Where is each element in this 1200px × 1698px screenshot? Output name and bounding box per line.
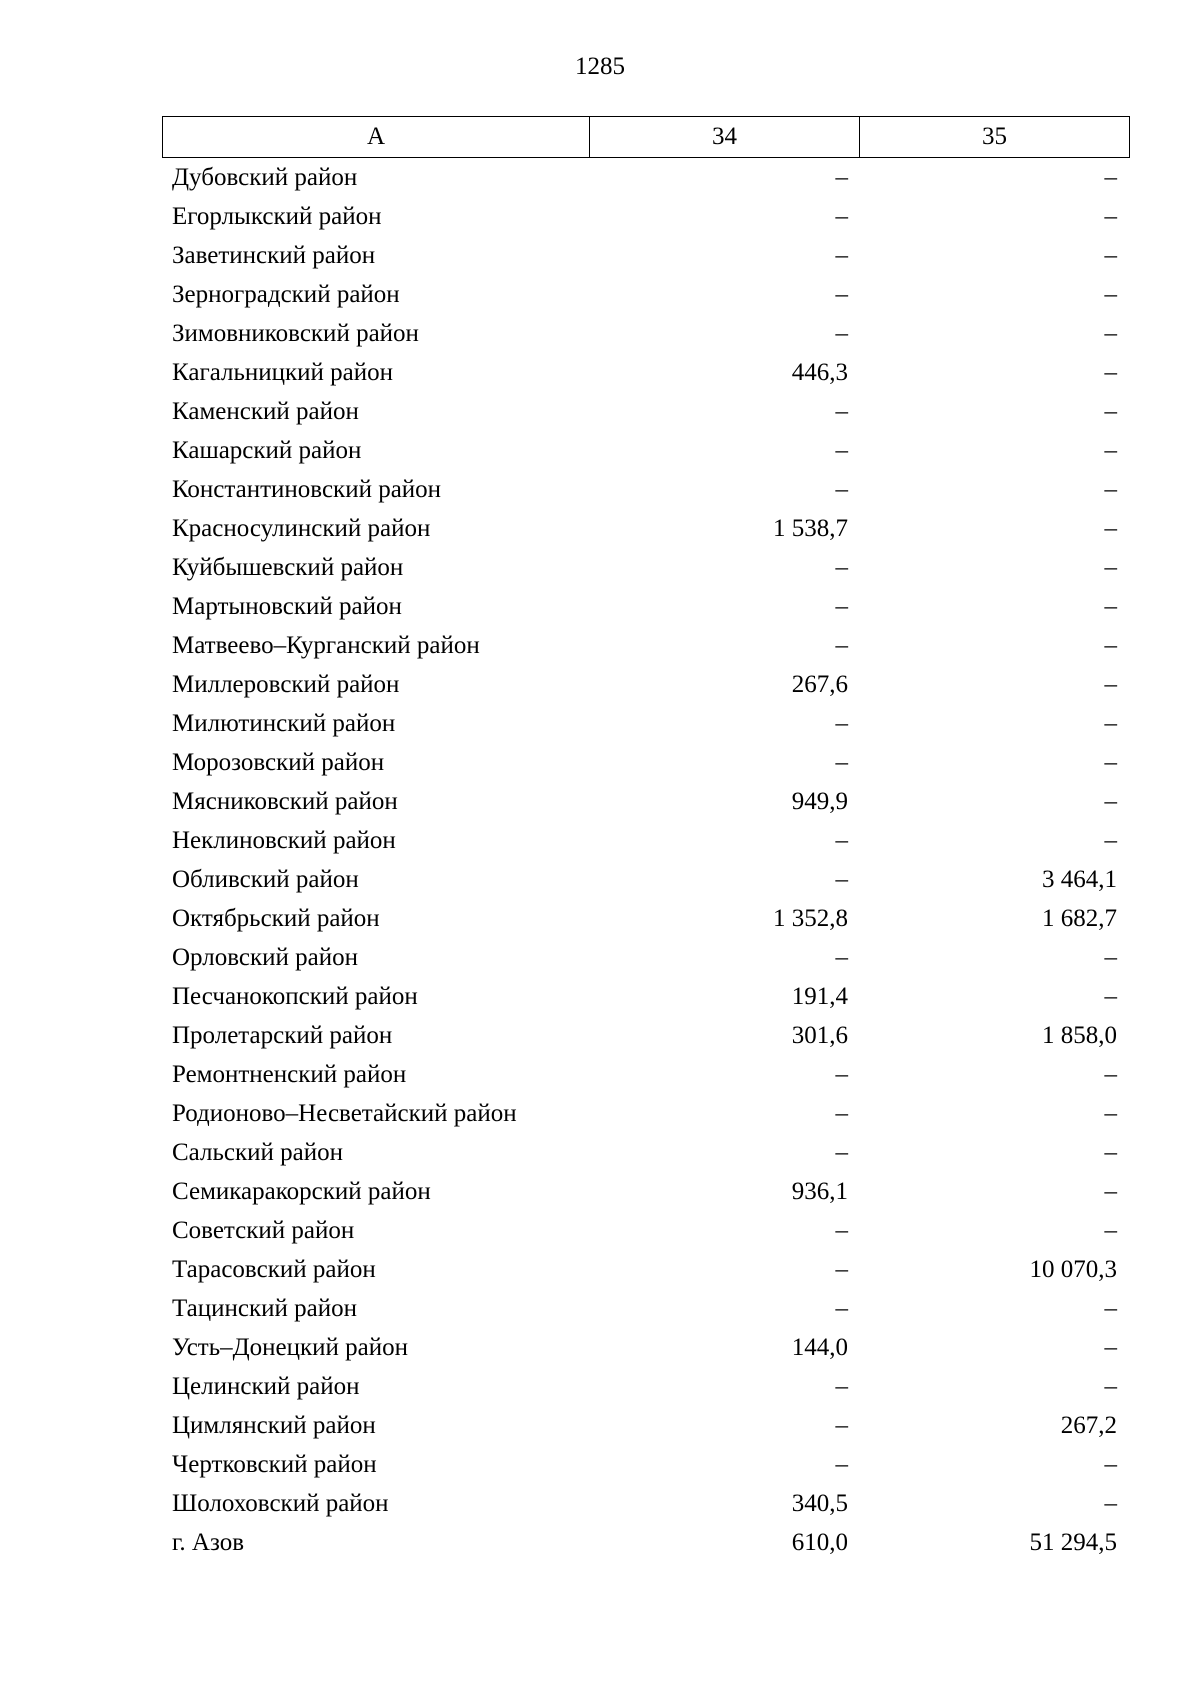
row-value-35: 267,2 bbox=[1060, 1411, 1117, 1439]
row-value-34: – bbox=[835, 1294, 848, 1322]
table-row bbox=[162, 236, 1130, 275]
row-value-35: 3 464,1 bbox=[1042, 865, 1117, 893]
table-row bbox=[162, 509, 1130, 548]
row-value-34: 610,0 bbox=[791, 1528, 848, 1556]
table-row bbox=[162, 704, 1130, 743]
row-value-35: – bbox=[1104, 1099, 1117, 1127]
table-row bbox=[162, 899, 1130, 938]
row-value-35: – bbox=[1104, 241, 1117, 269]
row-district-name: Морозовский район bbox=[172, 748, 385, 776]
table-row bbox=[162, 275, 1130, 314]
row-value-35: – bbox=[1104, 475, 1117, 503]
row-value-35: 1 682,7 bbox=[1042, 904, 1117, 932]
row-value-35: – bbox=[1104, 1372, 1117, 1400]
row-value-34: 1 352,8 bbox=[773, 904, 848, 932]
row-district-name: Кашарский район bbox=[172, 436, 362, 464]
row-district-name: Целинский район bbox=[172, 1372, 360, 1400]
row-district-name: Мясниковский район bbox=[172, 787, 398, 815]
row-value-34: – bbox=[835, 592, 848, 620]
table-row bbox=[162, 1484, 1130, 1523]
row-value-34: – bbox=[835, 1099, 848, 1127]
row-value-34: – bbox=[835, 1255, 848, 1283]
table-header-row bbox=[162, 116, 1130, 158]
table-row bbox=[162, 860, 1130, 899]
row-district-name: Мартыновский район bbox=[172, 592, 402, 620]
row-value-34: 301,6 bbox=[791, 1021, 848, 1049]
table-body bbox=[162, 158, 1130, 1562]
row-value-34: – bbox=[835, 943, 848, 971]
row-district-name: Зимовниковский район bbox=[172, 319, 419, 347]
row-district-name: Матвеево–Курганский район bbox=[172, 631, 480, 659]
table-row bbox=[162, 1172, 1130, 1211]
row-district-name: Родионово–Несветайский район bbox=[172, 1099, 517, 1127]
row-value-35: – bbox=[1104, 1177, 1117, 1205]
row-district-name: Шолоховский район bbox=[172, 1489, 389, 1517]
row-district-name: Егорлыкский район bbox=[172, 202, 382, 230]
row-value-34: – bbox=[835, 163, 848, 191]
table-row bbox=[162, 977, 1130, 1016]
row-value-35: – bbox=[1104, 553, 1117, 581]
row-value-34: – bbox=[835, 319, 848, 347]
row-district-name: Куйбышевский район bbox=[172, 553, 404, 581]
table-row bbox=[162, 743, 1130, 782]
table-row bbox=[162, 938, 1130, 977]
row-value-35: – bbox=[1104, 748, 1117, 776]
table-row bbox=[162, 1445, 1130, 1484]
row-district-name: Песчанокопский район bbox=[172, 982, 418, 1010]
table-row bbox=[162, 353, 1130, 392]
row-district-name: Красносулинский район bbox=[172, 514, 431, 542]
row-value-34: 144,0 bbox=[791, 1333, 848, 1361]
row-value-34: – bbox=[835, 1138, 848, 1166]
table-row bbox=[162, 821, 1130, 860]
row-value-34: – bbox=[835, 1411, 848, 1439]
row-district-name: г. Азов bbox=[172, 1528, 245, 1556]
table-row bbox=[162, 665, 1130, 704]
row-value-35: – bbox=[1104, 1489, 1117, 1517]
table-row bbox=[162, 1289, 1130, 1328]
data-table bbox=[162, 116, 1130, 1562]
row-value-35: – bbox=[1104, 709, 1117, 737]
table-row bbox=[162, 1367, 1130, 1406]
header-cell-a: А bbox=[163, 117, 590, 157]
table-row bbox=[162, 782, 1130, 821]
row-value-34: – bbox=[835, 1216, 848, 1244]
row-value-34: – bbox=[835, 436, 848, 464]
table-row bbox=[162, 1016, 1130, 1055]
row-value-35: – bbox=[1104, 1450, 1117, 1478]
row-district-name: Каменский район bbox=[172, 397, 359, 425]
row-value-35: – bbox=[1104, 514, 1117, 542]
row-district-name: Зерноградский район bbox=[172, 280, 400, 308]
row-value-35: – bbox=[1104, 1060, 1117, 1088]
row-value-34: 936,1 bbox=[791, 1177, 848, 1205]
row-district-name: Кагальницкий район bbox=[172, 358, 394, 386]
table-row bbox=[162, 1406, 1130, 1445]
table-row bbox=[162, 392, 1130, 431]
row-value-35: – bbox=[1104, 202, 1117, 230]
table-row bbox=[162, 1094, 1130, 1133]
header-cell-35: 35 bbox=[982, 123, 1007, 150]
row-value-35: – bbox=[1104, 280, 1117, 308]
table-row bbox=[162, 1523, 1130, 1562]
row-value-34: – bbox=[835, 826, 848, 854]
row-value-35: – bbox=[1104, 397, 1117, 425]
row-value-35: – bbox=[1104, 358, 1117, 386]
table-row bbox=[162, 158, 1130, 197]
row-district-name: Советский район bbox=[172, 1216, 355, 1244]
row-district-name: Пролетарский район bbox=[172, 1021, 393, 1049]
row-value-35: – bbox=[1104, 670, 1117, 698]
row-value-34: – bbox=[835, 475, 848, 503]
row-value-34: – bbox=[835, 241, 848, 269]
row-value-35: – bbox=[1104, 319, 1117, 347]
row-value-34: – bbox=[835, 1450, 848, 1478]
row-district-name: Миллеровский район bbox=[172, 670, 400, 698]
row-value-34: 340,5 bbox=[791, 1489, 848, 1517]
row-value-34: 1 538,7 bbox=[773, 514, 848, 542]
row-district-name: Чертковский район bbox=[172, 1450, 377, 1478]
row-value-35: 1 858,0 bbox=[1042, 1021, 1117, 1049]
row-value-34: – bbox=[835, 280, 848, 308]
row-district-name: Неклиновский район bbox=[172, 826, 396, 854]
table-row bbox=[162, 431, 1130, 470]
row-district-name: Дубовский район bbox=[172, 163, 358, 191]
row-value-35: 51 294,5 bbox=[1029, 1528, 1117, 1556]
row-value-35: – bbox=[1104, 787, 1117, 815]
table-row bbox=[162, 470, 1130, 509]
row-value-34: – bbox=[835, 748, 848, 776]
row-district-name: Цимлянский район bbox=[172, 1411, 376, 1439]
row-value-34: – bbox=[835, 202, 848, 230]
table-row bbox=[162, 1055, 1130, 1094]
row-value-35: – bbox=[1104, 436, 1117, 464]
table-row bbox=[162, 314, 1130, 353]
table-row bbox=[162, 1328, 1130, 1367]
table-row bbox=[162, 1133, 1130, 1172]
row-value-34: – bbox=[835, 1060, 848, 1088]
row-district-name: Милютинский район bbox=[172, 709, 396, 737]
row-value-35: – bbox=[1104, 943, 1117, 971]
row-district-name: Тарасовский район bbox=[172, 1255, 376, 1283]
row-value-35: – bbox=[1104, 982, 1117, 1010]
page-number: 1285 bbox=[575, 53, 625, 80]
row-value-35: – bbox=[1104, 1216, 1117, 1244]
row-value-35: – bbox=[1104, 592, 1117, 620]
row-value-35: 10 070,3 bbox=[1029, 1255, 1117, 1283]
row-value-34: – bbox=[835, 709, 848, 737]
row-value-34: – bbox=[835, 1372, 848, 1400]
row-value-35: – bbox=[1104, 631, 1117, 659]
row-value-34: 949,9 bbox=[791, 787, 848, 815]
table-row bbox=[162, 548, 1130, 587]
row-value-34: – bbox=[835, 865, 848, 893]
row-value-35: – bbox=[1104, 1138, 1117, 1166]
row-value-34: 191,4 bbox=[791, 982, 848, 1010]
row-district-name: Тацинский район bbox=[172, 1294, 357, 1322]
row-value-35: – bbox=[1104, 1333, 1117, 1361]
table-row bbox=[162, 626, 1130, 665]
header-cell-34: 34 bbox=[590, 117, 860, 157]
table-row bbox=[162, 587, 1130, 626]
row-district-name: Ремонтненский район bbox=[172, 1060, 407, 1088]
table-row bbox=[162, 1250, 1130, 1289]
row-value-35: – bbox=[1104, 163, 1117, 191]
row-value-35: – bbox=[1104, 1294, 1117, 1322]
row-district-name: Заветинский район bbox=[172, 241, 376, 269]
row-district-name: Орловский район bbox=[172, 943, 358, 971]
row-value-34: 446,3 bbox=[791, 358, 848, 386]
row-value-34: – bbox=[835, 631, 848, 659]
row-district-name: Октябрьский район bbox=[172, 904, 380, 932]
table-row bbox=[162, 197, 1130, 236]
row-district-name: Усть–Донецкий район bbox=[172, 1333, 409, 1361]
table-row bbox=[162, 1211, 1130, 1250]
row-value-34: – bbox=[835, 397, 848, 425]
row-district-name: Обливский район bbox=[172, 865, 359, 893]
row-district-name: Семикаракорский район bbox=[172, 1177, 431, 1205]
row-value-34: – bbox=[835, 553, 848, 581]
row-value-35: – bbox=[1104, 826, 1117, 854]
row-value-34: 267,6 bbox=[791, 670, 848, 698]
row-district-name: Константиновский район bbox=[172, 475, 442, 503]
row-district-name: Сальский район bbox=[172, 1138, 343, 1166]
